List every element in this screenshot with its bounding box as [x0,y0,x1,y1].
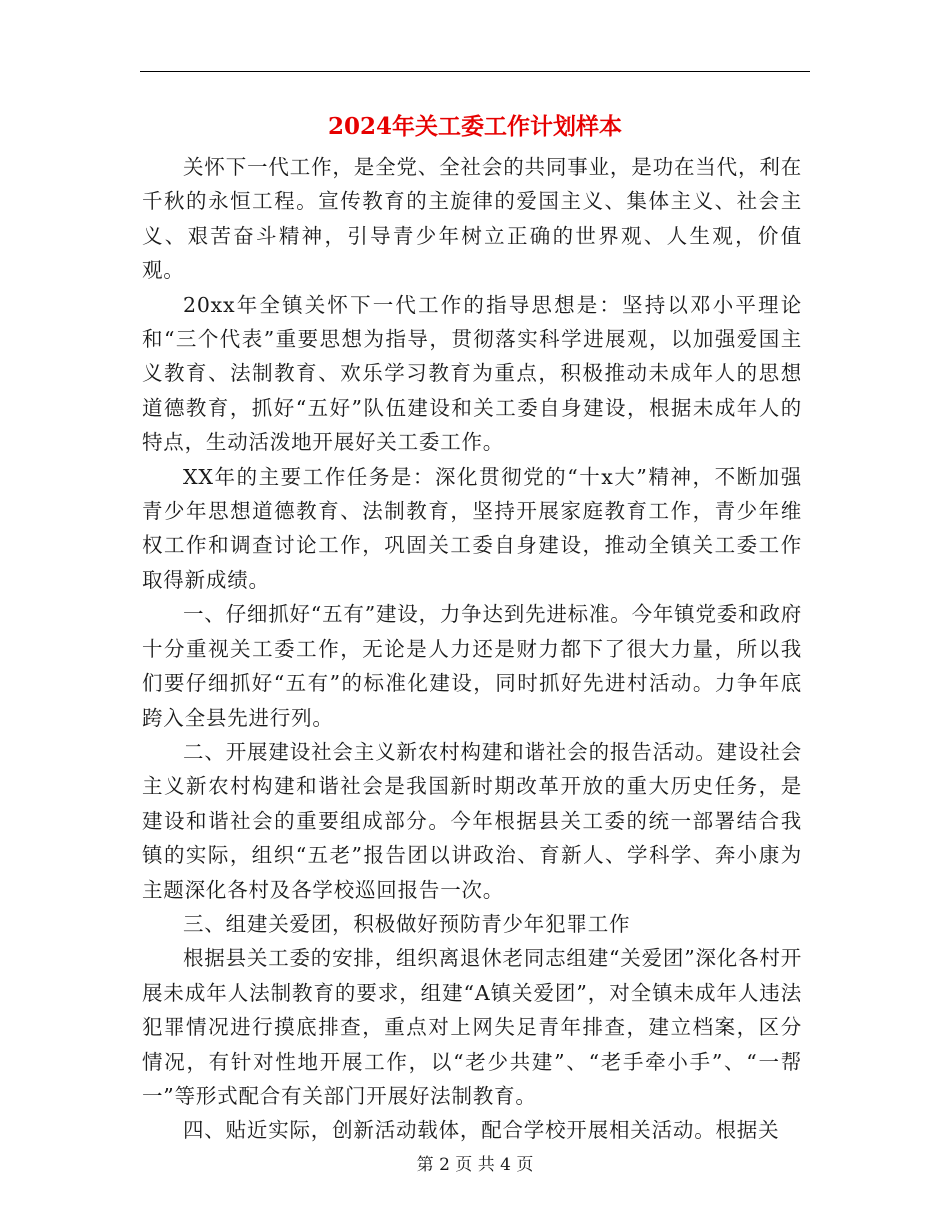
paragraph-main-tasks: XX年的主要工作任务是：深化贯彻党的“十x大”精神，不断加强青少年思想道德教育、法制教育，坚持开展家庭教育工作，青少年维权工作和调查讨论工作，巩固关工委自身建设，推动全镇关工委工作取得新成绩。 [142,464,802,592]
header-rule [140,71,810,72]
paragraph-item-four: 四、贴近实际，创新活动载体，配合学校开展相关活动。根据关 [183,1118,780,1143]
document-body [142,150,802,1148]
document-title: 2024年关工委工作计划样本 [327,113,622,140]
paragraph-item-one: 一、仔细抓好“五有”建设，力争达到先进标准。今年镇党委和政府十分重视关工委工作，无论是人力还是财力都下了很大力量，所以我们要仔细抓好“五有”的标准化建设，同时抓好先进村活动。力争年底跨入全县先进行列。 [142,602,802,730]
page-number-footer: 第 2 页 共 4 页 [416,1155,534,1175]
paragraph-item-three-body: 根据县关工委的安排，组织离退休老同志组建“关爱团”深化各村开展未成年人法制教育的要求，组建“A镇关爱团”，对全镇未成年人违法犯罪情况进行摸底排查，重点对上网失足青年排查，建立档案，区分情况，有针对性地开展工作，以“老少共建”、“老手牵小手”、“一帮一”等形式配合有关部门开展好法制教育。 [142,946,802,1108]
paragraph-intro: 关怀下一代工作，是全党、全社会的共同事业，是功在当代，利在千秋的永恒工程。宣传教育的主旋律的爱国主义、集体主义、社会主义、艰苦奋斗精神，引导青少年树立正确的世界观、人生观，价值观。 [142,155,802,283]
paragraph-item-three-heading: 三、组建关爱团，积极做好预防青少年犯罪工作 [183,911,631,936]
paragraph-item-two: 二、开展建设社会主义新农村构建和谐社会的报告活动。建设社会主义新农村构建和谐社会是我国新时期改革开放的重大历史任务，是建设和谐社会的重要组成部分。今年根据县关工委的统一部署结合我镇的实际，组织“五老”报告团以讲政治、育新人、学科学、奔小康为主题深化各村及各学校巡回报告一次。 [142,739,802,902]
paragraph-guiding-thought: 20xx年全镇关怀下一代工作的指导思想是：坚持以邓小平理论和“三个代表”重要思想为指导，贯彻落实科学进展观，以加强爱国主义教育、法制教育、欢乐学习教育为重点，积极推动未成年人的思想道德教育，抓好“五好”队伍建设和关工委自身建设，根据未成年人的特点，生动活泼地开展好关工委工作。 [142,292,802,455]
